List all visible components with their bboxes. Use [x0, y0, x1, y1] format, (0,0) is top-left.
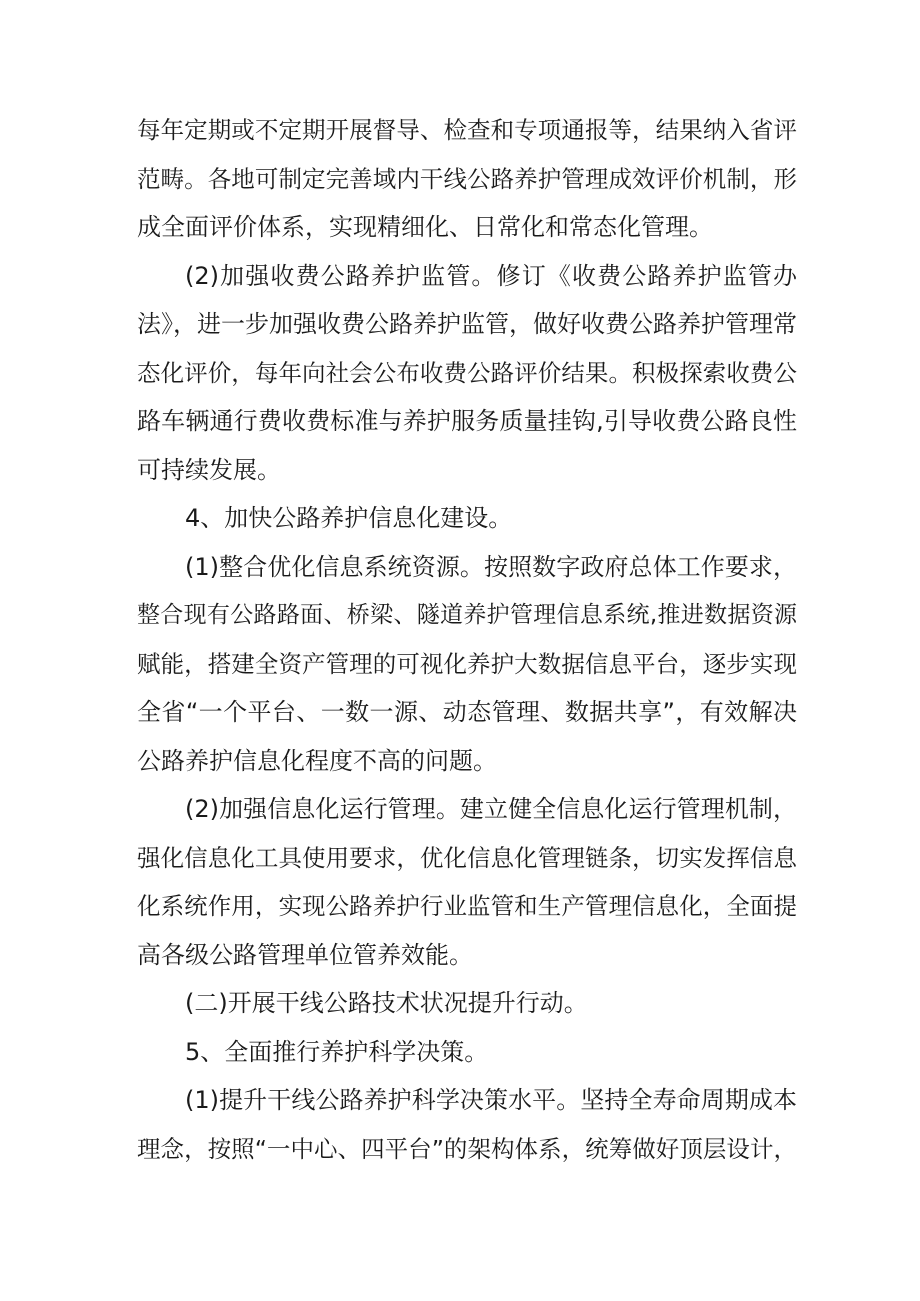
- text-line: 公路养护信息化程度不高的问题。: [137, 746, 497, 775]
- text-line: 全省“一个平台、一数一源、动态管理、数据共享”，有效解决: [137, 698, 797, 726]
- paragraph-heading-line: (2)加强收费公路养护监管。修订《收费公路养护监管办: [185, 261, 797, 290]
- paragraph-heading-line: (1)整合优化信息系统资源。按照数字政府总体工作要求，: [185, 552, 797, 581]
- text-line: 路车辆通行费收费标准与养护服务质量挂钩,引导收费公路良性: [137, 407, 797, 435]
- text-line: 可持续发展。: [137, 455, 281, 484]
- paragraph-heading-line: (2)加强信息化运行管理。建立健全信息化运行管理机制，: [185, 795, 797, 823]
- text-line: 化系统作用，实现公路养护行业监管和生产管理信息化，全面提: [137, 892, 797, 920]
- section-heading: (二)开展干线公路技术状况提升行动。: [185, 989, 588, 1017]
- text-line: 范畴。各地可制定完善域内干线公路养护管理成效评价机制，形: [137, 164, 797, 193]
- text-line: 法》，进一步加强收费公路养护监管，做好收费公路养护管理常: [137, 310, 797, 338]
- text-line: 每年定期或不定期开展督导、检查和专项通报等，结果纳入省评: [137, 116, 797, 144]
- text-line: 强化信息化工具使用要求，优化信息化管理链条，切实发挥信息: [137, 843, 797, 872]
- text-line: 成全面评价体系，实现精细化、日常化和常态化管理。: [137, 213, 713, 241]
- document-body: [137, 106, 797, 1173]
- text-line: 理念，按照“一中心、四平台”的架构体系，统筹做好顶层设计，: [137, 1134, 797, 1163]
- text-line: 态化评价，每年向社会公布收费公路评价结果。积极探索收费公: [137, 358, 797, 387]
- section-heading: 5、全面推行养护科学决策。: [185, 1037, 489, 1066]
- text-line: 高各级公路管理单位管养效能。: [137, 940, 473, 969]
- text-line: 整合现有公路路面、桥梁、隧道养护管理信息系统,推进数据资源: [137, 602, 797, 628]
- text-line: 赋能，搭建全资产管理的可视化养护大数据信息平台，逐步实现: [137, 649, 797, 678]
- paragraph-heading-line: (1)提升干线公路养护科学决策水平。坚持全寿命周期成本: [185, 1086, 797, 1114]
- section-heading: 4、加快公路养护信息化建设。: [185, 504, 513, 532]
